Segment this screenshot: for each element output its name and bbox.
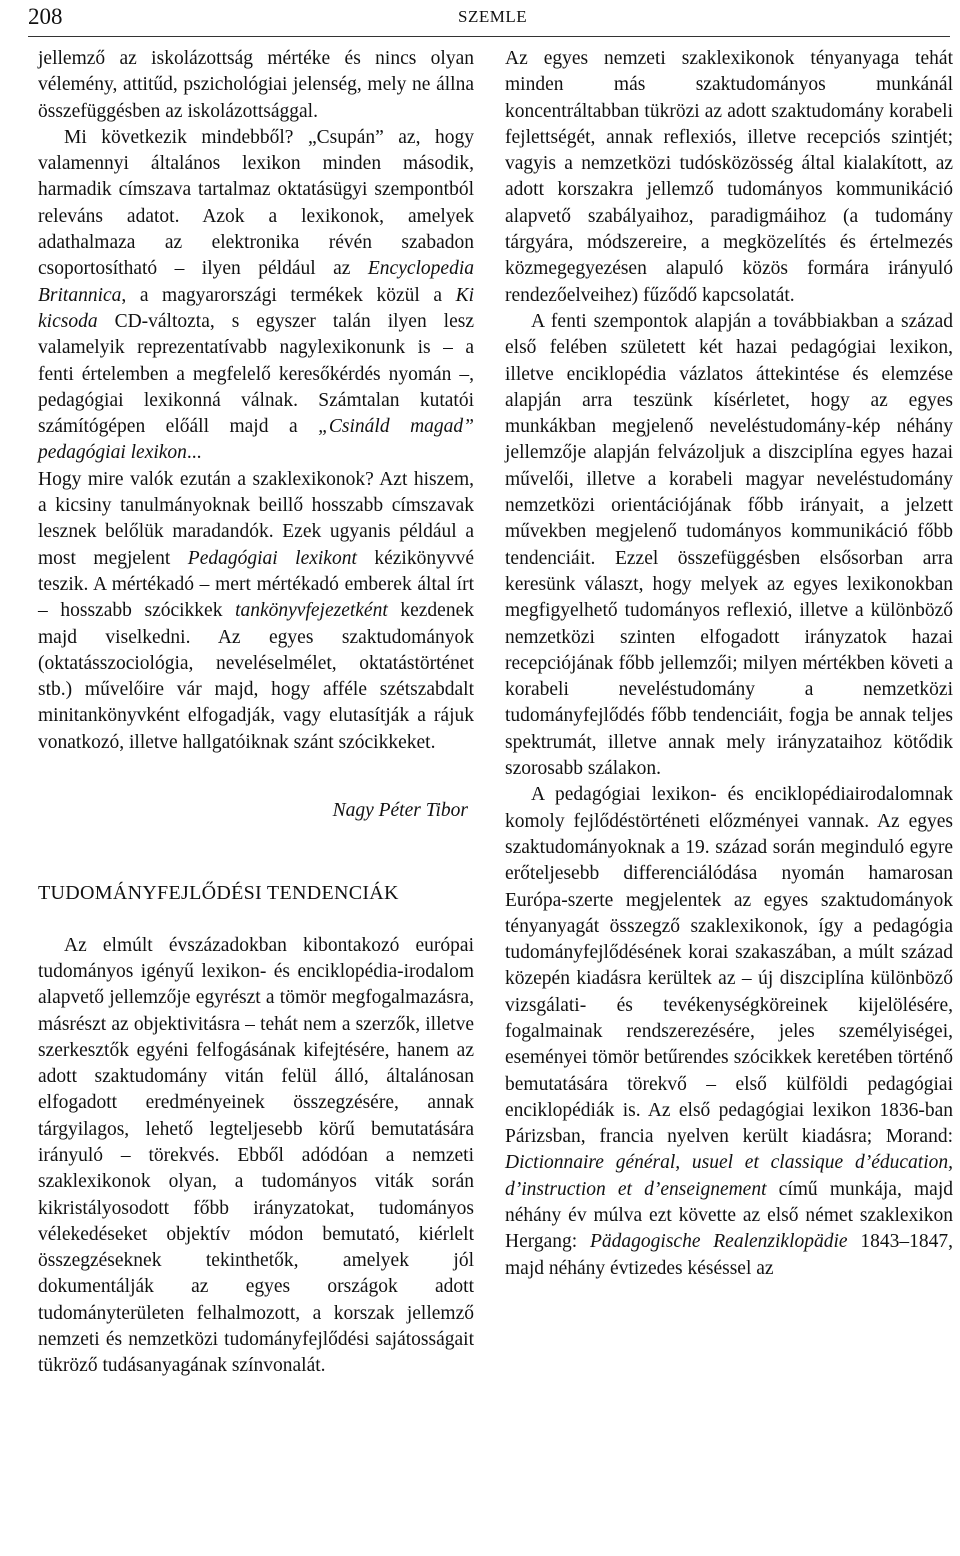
paragraph: Az egyes nemzeti szaklexikonok tényanyaga tehát minden más szaktudományos munkánál koncentráltabban tükrözi az adott szaktudomány korabeli fejlettségét, annak reflexiós, illetve recepciós szintjét; vagyis a nemzetközi tudósközösség által kialakított, az adott korszakra jellemző tudományos kommunikáció alapvető szabályaihoz, paradigmáihoz (a tudomány tárgyára, módszereire, a megközelítés és értelmezés közmegegyezésen alapuló közös formára irányuló rendezőelveihez) fűződő kapcsolatát. xyxy=(505,48,953,306)
paragraph: Az elmúlt évszázadokban kibontakozó európai tudományos igényű lexikon- és enciklopédia-irodalom alapvető jellemzője egyrészt a tömör megfogalmazásra, másrészt az objektivitásra – tehát nem a szerzők, illetve szerkesztők egyéni felfogásának kifejtésére, hanem az adott szaktudomány vitán felül álló, általánosan elfogadott eredményeinek összegzésére, annak tárgyilagos, lehető legteljesebb körű bemutatására irányuló – törekvés. Ebből adódóan a nemzeti szaklexikonok olyan, a tudományos viták során kikristályosodott főbb irányzatokat, tudományos vélekedéseket objektív módon bemutató, kiérlelt összegzéseknek tekinthetők, amelyek jól dokumentálják az egyes országok adott tudományterületen felhalmozott, a korszak jellemző nemzeti és nemzetközi tudományfejlődési sajátosságait tükröző tudásanyagának színvonalát. xyxy=(38,934,474,1377)
paragraph: A fenti szempontok alapján a továbbiakban a század első felében született két hazai pedagógiai lexikon, illetve enciklopédia vázlatos áttekintése és elemzése alapján arra teszünk kísérletet, hogy az egyes munkákban megjelenő neveléstudomány-kép néhány jellemzője alapján felvázoljuk a diszciplína egyes hazai művelői, illetve a korabeli magyar neveléstudomány nemzetközi orientációjának főbb irányait, a jelzett művekben megjelenő tudományos kommunikáció főbb tendenciáit. Ezzel összefüggésben elsősorban arra keresünk választ, hogy melyek az egyes lexikonokban megfigyelhető tudományos reflexió, illetve a különböző nemzetközi szinten elfogadott irányzatok hazai recepciójának főbb jellemzői; milyen mértékben követi a korabeli neveléstudomány a nemzetközi tudományfejlődés főbb tendenciáit, fogja be annak teljes spektrumát, illetve annak mely irányzataihoz kötődik szorosabb szálakon. xyxy=(505,310,953,780)
text: című munkája, majd néhány év múlva ezt követte az első német szaklexikon Hergang: xyxy=(505,1178,953,1253)
left-column xyxy=(38,46,474,1380)
paragraph xyxy=(505,782,953,1282)
text: , a magyarországi termékek közül a xyxy=(121,284,456,306)
paragraph xyxy=(38,467,474,756)
text: Mi következik mindebből? „Csupán” az, hogy valamennyi általános lexikon minden második, harmadik címszava tartalmaz oktatásügyi szempontból releváns adatot. Azok a lexikonok, amelyek adathalmaza az elektronika révén szabadon csoportosítható – ilyen például az xyxy=(38,126,474,280)
right-column xyxy=(505,46,953,1282)
text: kezdenek majd viselkedni. Az egyes szaktudományok (oktatásszociológia, neveléselmélet, oktatástörténet stb.) művelőire vár majd, hogy afféle szétszabdalt minitankönyvként elfogadják, vagy elutasítják a rájuk vonatkozó, illetve hallgatóiknak szánt szócikkeket. xyxy=(38,600,474,753)
text: 1843–1847, majd néhány évtizedes késéssel az xyxy=(505,1231,953,1279)
header-rule xyxy=(28,36,950,37)
italic-term: tankönyvfejezetként xyxy=(235,600,388,622)
text: CD-változta, s egyszer talán ilyen lesz valamelyik reprezentatívabb nagylexikonunk is – a fenti értelemben a megfelelő keresőkérdés nyomán –, pedagógiai lexikonná válnak. Számtalan kutatói számítógépen előáll majd a xyxy=(38,310,474,438)
paragraph: jellemző az iskolázottság mértéke és nincs olyan vélemény, attitűd, pszichológiai jelenség, mely ne állna összefüggésben az iskolázottsággal. xyxy=(38,48,474,122)
text: A pedagógiai lexikon- és enciklopédiairodalomnak komoly fejlődéstörténeti előzményei vannak. Az egyes szaktudományoknak a 19. század során meginduló egyre erőteljesebb differenciálódása nyomán hamarosan Európa-szerte megjelentek az egyes szaktudományok tényanyagát összegző szaklexikonok, így a pedagógia tudományfejlődésének korai szakaszában, a múlt század közepén kiadásra kerültek az – új diszciplína különböző vizsgálati- és tevékenységköreinek kijelölésére, fogalmainak rendszerezésére, jeles személyiségei, eseményei tömör betűrendes szócikkek keretében történő bemutatására törekvő – első külföldi pedagógiai enciklopédiák is. Az első pedagógiai lexikon 1836-ban Párizsban, francia nyelven került kiadásra; Morand: xyxy=(505,784,953,1148)
italic-title: Pedagógiai lexikont xyxy=(187,547,357,569)
text: kézikönyvvé teszik. A mértékadó – mert mértékadó emberek által írt – hosszabb szócikkek xyxy=(38,547,475,622)
italic-title: Dictionnaire général, usuel et classique d’éducation, d’instruction et d’enseignement xyxy=(505,1152,953,1200)
italic-title: Pädagogische Realenziklopädie xyxy=(590,1231,848,1253)
section-title: TUDOMÁNYFEJLŐDÉSI TENDENCIÁK xyxy=(38,882,399,905)
text: Hogy mire valók ezután a szaklexikonok? Azt hiszem, a kicsiny tanulmányoknak beillő hosszabb címszavak lesznek belőlük maradandók. Ezek ugyanis például a most megjelent xyxy=(38,468,474,569)
page-number: 208 xyxy=(28,4,63,29)
text: ... xyxy=(186,442,202,464)
author-signature: Nagy Péter Tibor xyxy=(332,800,468,822)
paragraph xyxy=(38,125,474,467)
running-head: SZEMLE xyxy=(458,7,528,26)
italic-title: Encyclopedia Britannica xyxy=(38,258,474,306)
italic-title: Ki kicsoda xyxy=(38,284,474,332)
italic-title: „Csináld magad” pedagógiai lexikon xyxy=(38,416,475,464)
